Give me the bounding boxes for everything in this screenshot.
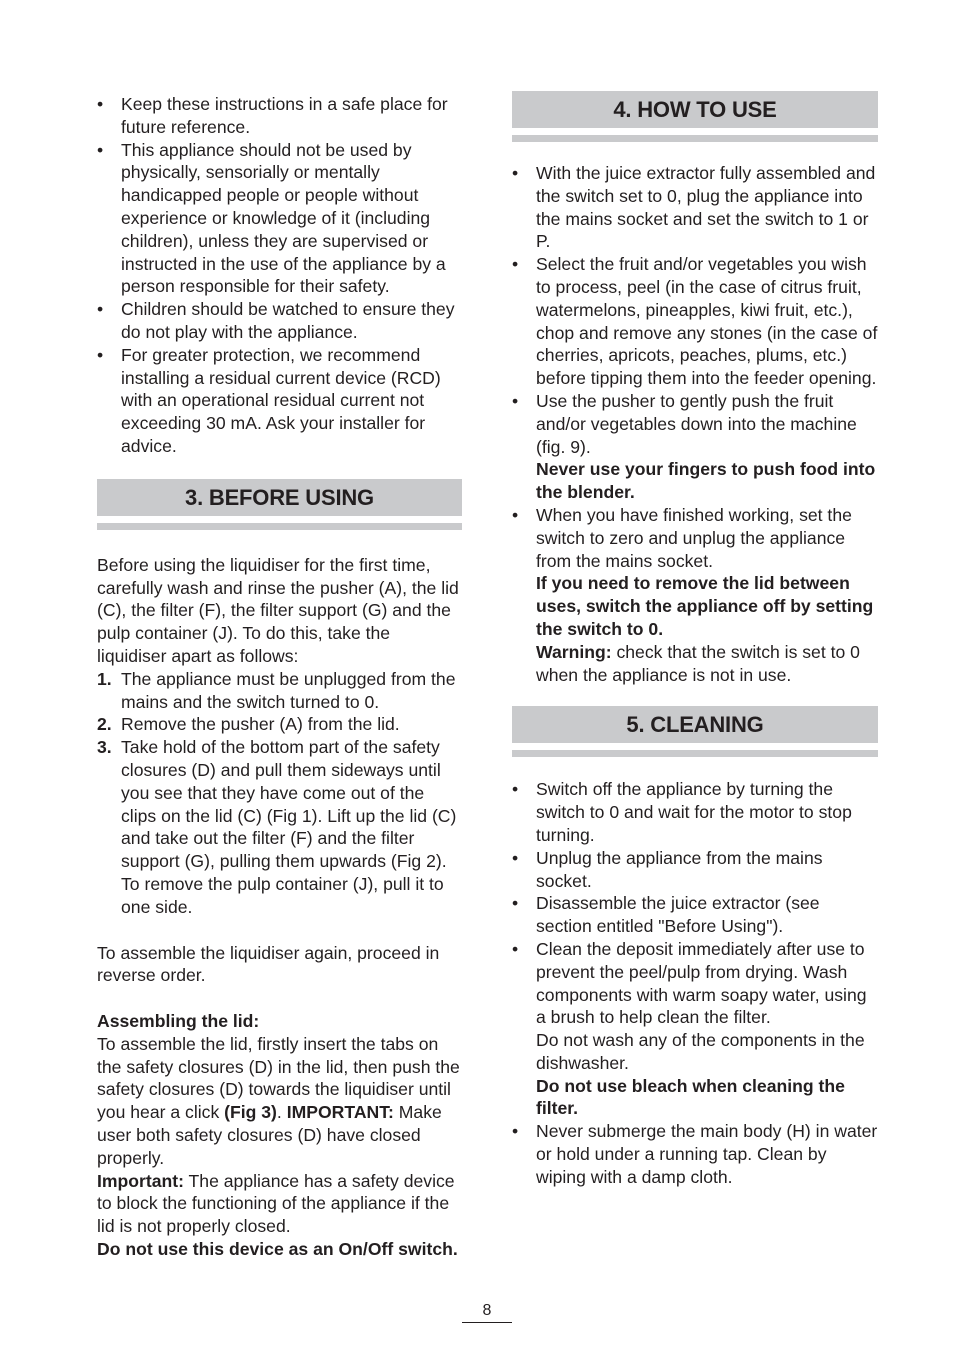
item-text: Use the pusher to gently push the fruit and/or vegetables down into the machine (fig. 9). <box>536 390 857 457</box>
how-to-use-bullets <box>512 162 878 686</box>
safety-bullets <box>97 93 462 458</box>
lid-heading: Assembling the lid: <box>97 1011 260 1032</box>
list-item <box>97 736 462 918</box>
fig-reference: (Fig 3) <box>224 1102 277 1123</box>
list-item <box>512 504 878 686</box>
important-label: Important: <box>97 1170 184 1191</box>
page-number-rule <box>462 1322 512 1323</box>
item-text: Do not wash any of the components in the dishwasher. <box>536 1030 865 1073</box>
list-item: • Children should be watched to ensure they do not play with the appliance. <box>97 298 462 344</box>
cleaning-bullets <box>512 778 878 1188</box>
list-item: • Switch off the appliance by turning the switch to 0 and wait for the motor to stop turning. <box>512 778 878 846</box>
right-column <box>512 90 878 1189</box>
disassembly-steps <box>97 668 462 919</box>
item-text: When you have finished working, set the switch to zero and unplug the appliance from the mains socket. <box>536 504 852 571</box>
item-warning: Never use your fingers to push food into the blender. <box>536 459 876 503</box>
item-warning: Do not use bleach when cleaning the filter. <box>536 1075 845 1119</box>
list-item: • Disassemble the juice extractor (see section entitled "Before Using"). <box>512 892 878 938</box>
warning-text: check that the switch is set to 0 when the appliance is not in use. <box>536 641 860 685</box>
list-item: • Select the fruit and/or vegetables you wish to process, peel (in the case of citrus fruit, watermelons, pineapples, kiwi fruit, etc.), chop and remove any stones (in the case of cherries, apricots, peaches, plums, etc.) before tipping them into the feeder opening. <box>512 253 878 390</box>
header-divider <box>512 135 878 142</box>
header-divider <box>512 750 878 757</box>
list-item: • Keep these instructions in a safe place for future reference. <box>97 93 462 139</box>
list-item: • Unplug the appliance from the mains socket. <box>512 847 878 893</box>
warning-on-off: Do not use this device as an On/Off switch. <box>97 1239 458 1260</box>
list-item <box>97 668 462 714</box>
list-item: • With the juice extractor fully assembled and the switch set to 0, plug the appliance into the mains socket and set the switch to 1 or P. <box>512 162 878 253</box>
step-number: 3. <box>97 737 112 758</box>
step-text: The appliance must be unplugged from the mains and the switch turned to 0. <box>121 668 456 712</box>
reassemble-note: To assemble the liquidiser again, proceed in reverse order. <box>97 942 440 986</box>
step-text: Take hold of the bottom part of the safety closures (D) and pull them sideways until you see that they have come out of the clips on the lid (C) (Fig 1). Lift up the lid (C) and take out the filter (F) and the filter support (G), pulling them upwards (Fig 2). To remove the pulp container (J), pull it to one side. <box>121 737 457 917</box>
lid-text-punct: . <box>276 1102 287 1123</box>
section-header-before-using: 3. BEFORE USING <box>97 479 462 516</box>
header-divider <box>97 523 462 530</box>
page-number: 8 <box>482 1302 492 1319</box>
item-text: Clean the deposit immediately after use to prevent the peel/pulp from drying. Wash components with warm soapy water, using a brush to help clean the filter. <box>536 938 867 1028</box>
before-using-intro: Before using the liquidiser for the first time, carefully wash and rinse the pusher (A), the lid (C), the filter (F), the filter support (G) and the pulp container (J). To do this, take the liquidiser apart as follows: <box>97 554 459 666</box>
important-text: The appliance has a safety device to block the functioning of the appliance if the lid is not properly closed. <box>97 1170 455 1237</box>
warning-label: Warning: <box>536 641 612 662</box>
important-text: Make user both safety closures (D) have closed properly. <box>97 1102 442 1168</box>
item-warning: If you need to remove the lid between uses, switch the appliance off by setting the switch to 0. <box>536 573 874 639</box>
lid-text: To assemble the lid, firstly insert the tabs on the safety closures (D) in the lid, then push the safety closures (D) towards the liquidiser until you hear a click <box>97 1033 460 1123</box>
section-header-how-to-use: 4. HOW TO USE <box>512 91 878 128</box>
list-item <box>512 938 878 1120</box>
list-item: • For greater protection, we recommend installing a residual current device (RCD) with an operational residual current not exceeding 30 mA. Ask your installer for advice. <box>97 344 462 458</box>
list-item: • Never submerge the main body (H) in water or hold under a running tap. Clean by wiping with a damp cloth. <box>512 1120 878 1188</box>
safety-device-note <box>97 1170 462 1238</box>
left-column <box>97 90 462 1261</box>
section-header-cleaning: 5. CLEANING <box>512 706 878 743</box>
list-item <box>97 713 462 736</box>
step-number: 1. <box>97 668 112 689</box>
list-item: • This appliance should not be used by physically, sensorially or mentally handicapped people or people without experience or knowledge of it (including children), unless they are supervised or instructed in the use of the appliance by a person responsible for their safety. <box>97 139 462 299</box>
step-text: Remove the pusher (A) from the lid. <box>121 714 400 735</box>
important-label: IMPORTANT: <box>286 1102 394 1123</box>
list-item <box>512 390 878 504</box>
lid-instructions <box>97 1033 462 1170</box>
step-number: 2. <box>97 714 112 735</box>
